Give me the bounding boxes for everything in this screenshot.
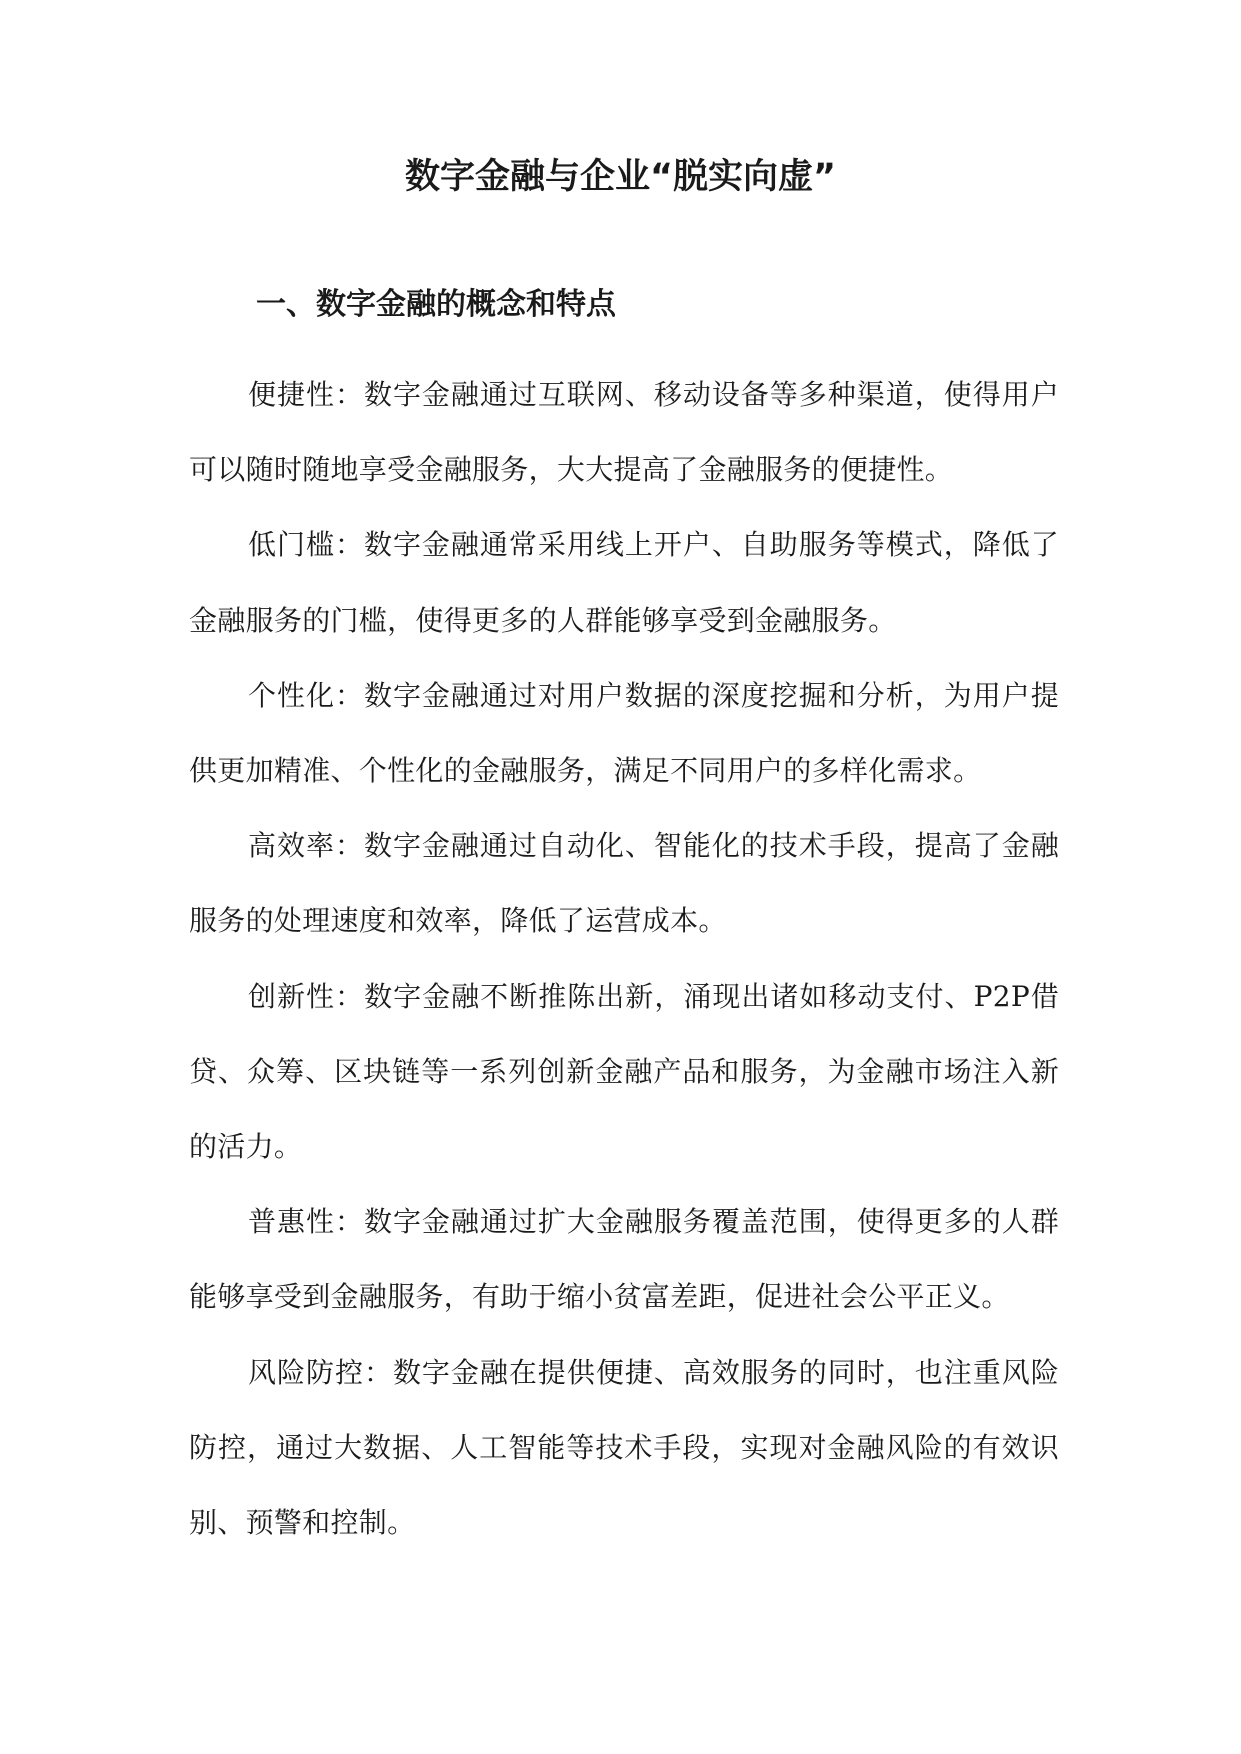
paragraph-personalization: 个性化：数字金融通过对用户数据的深度挖掘和分析，为用户提供更加精准、个性化的金融服务，满足不同用户的多样化需求。	[189, 678, 1059, 788]
paragraph-low-threshold: 低门槛：数字金融通常采用线上开户、自助服务等模式，降低了金融服务的门槛，使得更多的人群能够享受到金融服务。	[189, 528, 1059, 637]
paragraph-risk-control: 风险防控：数字金融在提供便捷、高效服务的同时，也注重风险防控，通过大数据、人工智能等技术手段，实现对金融风险的有效识别、预警和控制。	[189, 1355, 1059, 1540]
paragraph-innovation: 创新性：数字金融不断推陈出新，涌现出诸如移动支付、P2P借贷、众筹、区块链等一系列创新金融产品和服务，为金融市场注入新的活力。	[189, 979, 1059, 1164]
section-heading: 一、数字金融的概念和特点	[256, 287, 616, 322]
paragraph-inclusiveness: 普惠性：数字金融通过扩大金融服务覆盖范围，使得更多的人群能够享受到金融服务，有助于缩小贫富差距，促进社会公平正义。	[189, 1205, 1059, 1314]
document-title: 数字金融与企业“脱实向虚”	[404, 157, 836, 197]
paragraph-convenience: 便捷性：数字金融通过互联网、移动设备等多种渠道，使得用户可以随时随地享受金融服务，大大提高了金融服务的便捷性。	[189, 378, 1059, 487]
paragraph-efficiency: 高效率：数字金融通过自动化、智能化的技术手段，提高了金融服务的处理速度和效率，降低了运营成本。	[189, 829, 1059, 938]
document-body	[189, 357, 1059, 1560]
